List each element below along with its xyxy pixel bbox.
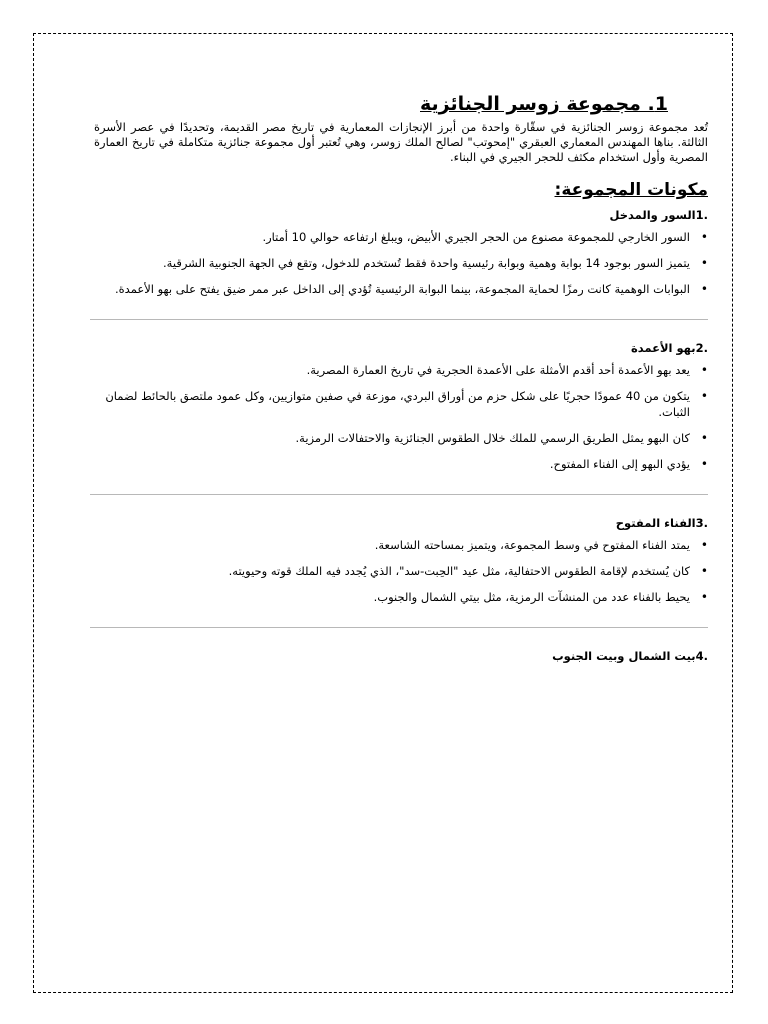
section-divider <box>90 627 708 628</box>
section-open-courtyard <box>90 515 708 605</box>
list-item: • كان يُستخدم لإقامة الطقوس الاحتفالية، مثل عيد "الحِبت-سد"، الذي يُجدد فيه الملك قوته وحيويته. <box>90 563 690 579</box>
section-north-south-houses <box>90 648 708 664</box>
section-heading: .4بيت الشمال وبيت الجنوب <box>552 649 708 663</box>
list-item: • يتكون من 40 عمودًا حجريًا على شكل حزم من أوراق البردي، موزعة في صفين متوازيين، وكل عمود ملتصق بالحائط لضمان الثبات. <box>90 388 690 420</box>
list-item: • يؤدي البهو إلى الفناء المفتوح. <box>90 456 690 472</box>
list-item: • السور الخارجي للمجموعة مصنوع من الحجر الجيري الأبيض، ويبلغ ارتفاعه حوالي 10 أمتار. <box>90 229 690 245</box>
intro-paragraph: تُعد مجموعة زوسر الجنائزية في سقّارة واحدة من أبرز الإنجازات المعمارية في تاريخ مصر القديمة، وتحديدًا في عصر الأسرة الثالثة. بناها المهندس المعماري العبقري "إمحوتب" لصالح الملك زوسر، وهي تُعتبر أول مجموعة جنائزية متكاملة في تاريخ العمارة المصرية وأول استخدام مكثف للحجر الجيري في البناء. <box>94 120 708 164</box>
section-divider <box>90 319 708 320</box>
list-item: • كان البهو يمثل الطريق الرسمي للملك خلال الطقوس الجنائزية والاحتفالات الرمزية. <box>90 430 690 446</box>
list-item: • يتميز السور بوجود 14 بوابة وهمية وبوابة رئيسية واحدة فقط تُستخدم للدخول، وتقع في الجهة الجنوبية الشرقية. <box>90 255 690 271</box>
section-wall-entrance <box>90 207 708 297</box>
list-item: • يحيط بالفناء عدد من المنشآت الرمزية، مثل بيتي الشمال والجنوب. <box>90 589 690 605</box>
bullet-list <box>90 362 708 472</box>
list-item: • يعد بهو الأعمدة أحد أقدم الأمثلة على الأعمدة الحجرية في تاريخ العمارة المصرية. <box>90 362 690 378</box>
document-content <box>90 92 708 670</box>
list-item: • يمتد الفناء المفتوح في وسط المجموعة، ويتميز بمساحته الشاسعة. <box>90 537 690 553</box>
bullet-list <box>90 537 708 605</box>
section-heading: .3الفناء المفتوح <box>615 516 708 530</box>
section-divider <box>90 494 708 495</box>
section-heading: .1السور والمدخل <box>609 208 708 222</box>
document-title: 1. مجموعة زوسر الجنائزية <box>420 93 668 115</box>
components-heading: مكونات المجموعة: <box>554 180 708 200</box>
section-colonnade <box>90 340 708 472</box>
list-item: • البوابات الوهمية كانت رمزًا لحماية المجموعة، بينما البوابة الرئيسية تُؤدي إلى الداخل عبر ممر ضيق يفتح على بهو الأعمدة. <box>90 281 690 297</box>
section-heading: .2بهو الأعمدة <box>630 341 708 355</box>
bullet-list <box>90 229 708 297</box>
